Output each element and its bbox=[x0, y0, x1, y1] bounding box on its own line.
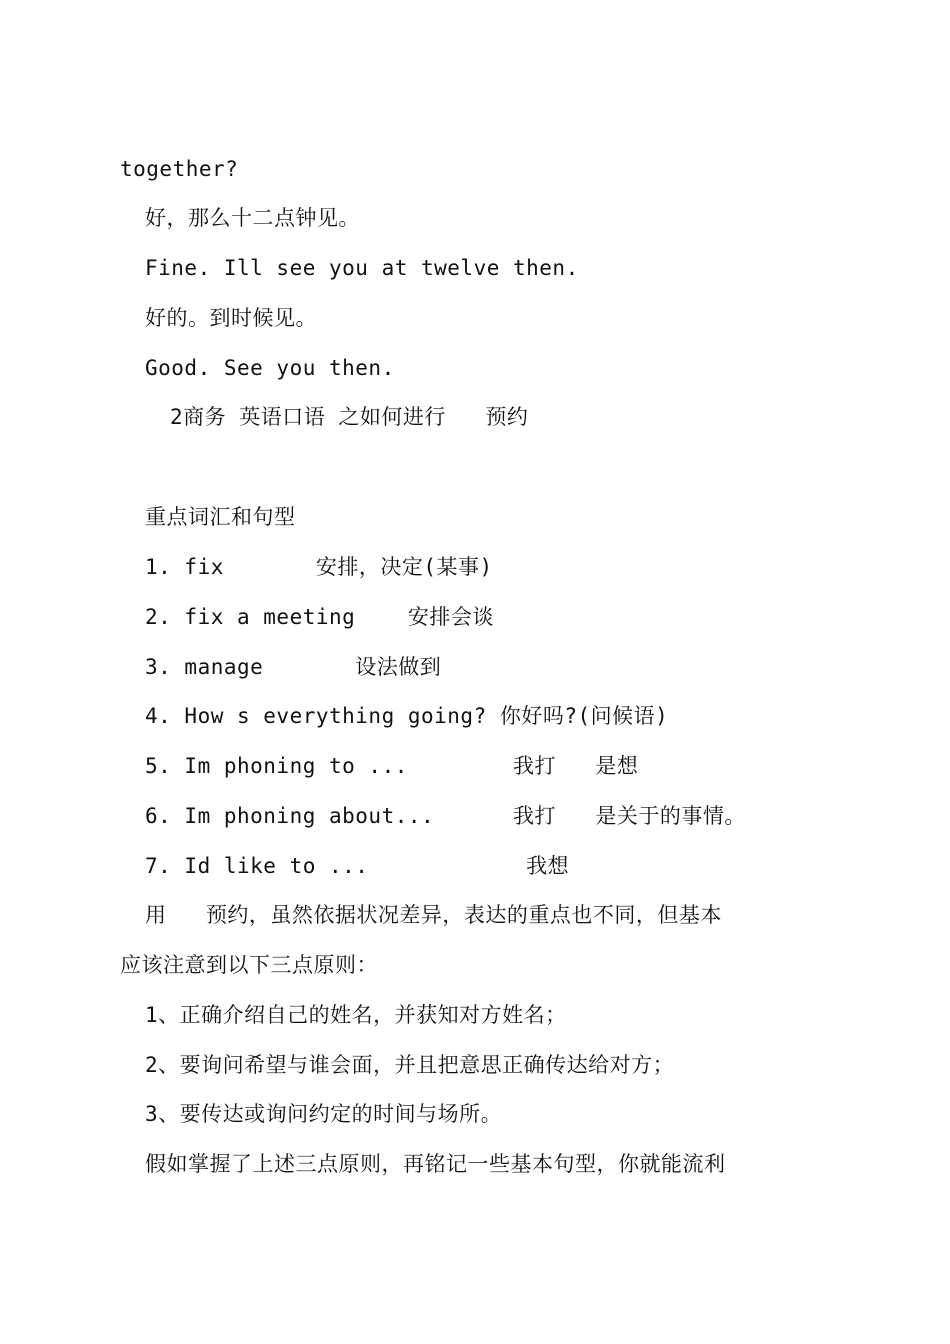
list-item: 3. manage 设法做到 bbox=[145, 655, 442, 679]
text-line: Good. See you then. bbox=[145, 356, 395, 380]
principle-item: 3、要传达或询问约定的时间与场所。 bbox=[145, 1102, 503, 1126]
paragraph-line: 用 预约，虽然依据状况差异，表达的重点也不同，但基本 bbox=[145, 903, 722, 927]
list-item: 4. How s everything going? 你好吗?(问候语) bbox=[145, 704, 669, 728]
list-item: 7. Id like to ... 我想 bbox=[145, 854, 570, 878]
list-item: 2. fix a meeting 安排会谈 bbox=[145, 605, 494, 629]
text-line: 好的。到时候见。 bbox=[145, 306, 317, 330]
principle-item: 1、正确介绍自己的姓名，并获知对方姓名； bbox=[145, 1003, 567, 1027]
paragraph-line: 假如掌握了上述三点原则，再铭记一些基本句型，你就能流利 bbox=[145, 1152, 726, 1176]
text-line: together? bbox=[120, 157, 239, 181]
text-line: 好，那么十二点钟见。 bbox=[145, 206, 360, 230]
text-line: Fine. Ill see you at twelve then. bbox=[145, 256, 579, 280]
section-heading: 2商务 英语口语 之如何进行 预约 bbox=[170, 405, 529, 429]
list-item: 6. Im phoning about... 我打 是关于的事情。 bbox=[145, 804, 746, 828]
subheading: 重点词汇和句型 bbox=[145, 505, 296, 529]
paragraph-line: 应该注意到以下三点原则： bbox=[120, 953, 378, 977]
principle-item: 2、要询问希望与谁会面，并且把意思正确传达给对方； bbox=[145, 1053, 675, 1077]
list-item: 1. fix 安排，决定(某事) bbox=[145, 555, 493, 579]
list-item: 5. Im phoning to ... 我打 是想 bbox=[145, 754, 639, 778]
